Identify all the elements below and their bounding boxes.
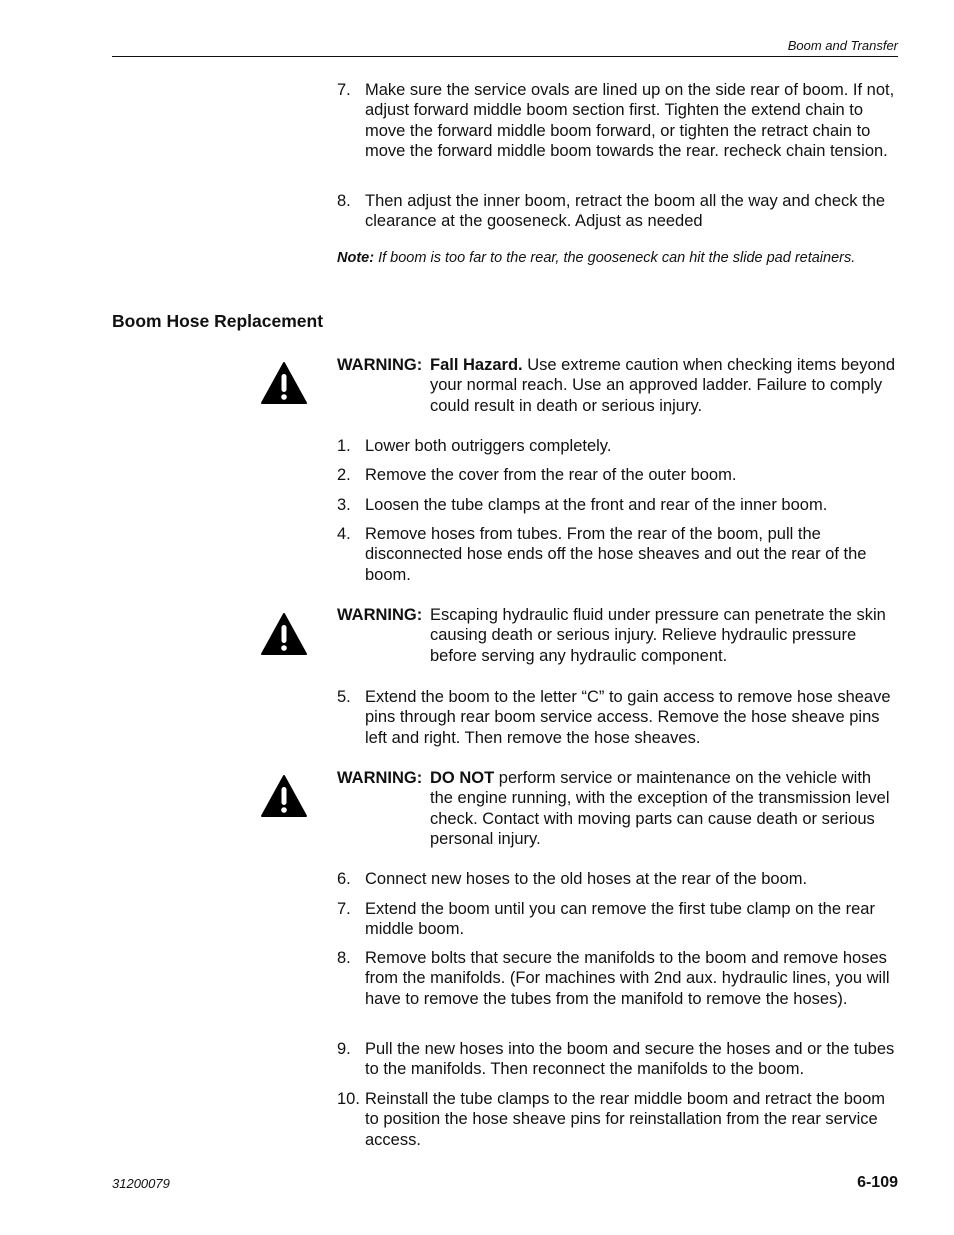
warning-label: WARNING: bbox=[337, 356, 423, 374]
warning-lead: DO NOT bbox=[430, 769, 495, 787]
step-number: 10. bbox=[337, 1090, 360, 1108]
step-text: Remove bolts that secure the manifolds to the boom and remove hoses from the manifolds. (For machines with 2nd aux. hydraulic lines, you will have to remove the tubes from the manifold to remove the hoses). bbox=[365, 949, 890, 1008]
step-number: 9. bbox=[337, 1040, 351, 1058]
step-number: 6. bbox=[337, 870, 351, 888]
page-number: 6-109 bbox=[857, 1174, 898, 1191]
step-number: 1. bbox=[337, 437, 351, 455]
note-label: Note: bbox=[337, 250, 375, 266]
step-number: 2. bbox=[337, 466, 351, 484]
document-number: 31200079 bbox=[112, 1176, 170, 1191]
section-heading: Boom Hose Replacement bbox=[112, 311, 324, 331]
warning-triangle-icon bbox=[260, 361, 308, 405]
warning-body bbox=[430, 605, 898, 666]
step-text: Extend the boom to the letter “C” to gain access to remove hose sheave pins through rear boom service access. Remove the hose sheave pins left and right. Then remove the hose sheaves. bbox=[365, 688, 891, 747]
list-item bbox=[337, 80, 898, 161]
step-number: 8. bbox=[337, 192, 351, 210]
list-item bbox=[337, 899, 898, 940]
list-item bbox=[337, 869, 898, 889]
step-text: Remove the cover from the rear of the outer boom. bbox=[365, 466, 737, 484]
warning-text: Use extreme caution when checking items beyond your normal reach. Use an approved ladder. Failure to comply could result in death or serious injury. bbox=[430, 356, 895, 415]
warning-lead: Fall Hazard. bbox=[430, 356, 523, 374]
step-text: Make sure the service ovals are lined up on the side rear of boom. If not, adjust forward middle boom section first. Tighten the extend chain to move the forward middle boom forward, or tighten the retract chain to move the forward middle boom towards the rear. recheck chain tension. bbox=[365, 81, 895, 160]
note bbox=[337, 250, 917, 266]
step-text: Reinstall the tube clamps to the rear middle boom and retract the boom to position the hose sheave pins for reinstallation from the rear service access. bbox=[365, 1090, 886, 1149]
warning-text: perform service or maintenance on the vehicle with the engine running, with the exception of the transmission level check. Contact with moving parts can cause death or serious personal injury. bbox=[430, 769, 890, 848]
step-number: 5. bbox=[337, 688, 351, 706]
header-rule bbox=[112, 56, 898, 57]
list-item bbox=[337, 687, 898, 748]
step-text: Extend the boom until you can remove the first tube clamp on the rear middle boom. bbox=[365, 900, 875, 939]
list-item bbox=[337, 948, 898, 1009]
list-item bbox=[337, 495, 898, 515]
warning-fall-hazard bbox=[337, 355, 898, 416]
step-text: Lower both outriggers completely. bbox=[365, 437, 612, 455]
step-number: 7. bbox=[337, 900, 351, 918]
warning-triangle-icon bbox=[260, 612, 308, 656]
warning-engine-running bbox=[337, 768, 898, 849]
warning-body bbox=[430, 355, 898, 416]
warning-body bbox=[430, 768, 898, 849]
warning-label: WARNING: bbox=[337, 769, 423, 787]
list-item bbox=[337, 1089, 898, 1150]
step-number: 8. bbox=[337, 949, 351, 967]
step-text: Connect new hoses to the old hoses at the rear of the boom. bbox=[365, 870, 808, 888]
step-text: Loosen the tube clamps at the front and rear of the inner boom. bbox=[365, 496, 828, 514]
warning-text: Escaping hydraulic fluid under pressure can penetrate the skin causing death or serious injury. Relieve hydraulic pressure before serving any hydraulic component. bbox=[430, 606, 886, 665]
note-text: If boom is too far to the rear, the gooseneck can hit the slide pad retainers. bbox=[378, 250, 856, 266]
warning-hydraulic-fluid bbox=[337, 605, 898, 666]
warning-triangle-icon bbox=[260, 774, 308, 818]
list-item bbox=[337, 465, 898, 485]
step-text: Remove hoses from tubes. From the rear of the boom, pull the disconnected hose ends off the hose sheaves and out the rear of the boom. bbox=[365, 525, 867, 584]
step-number: 7. bbox=[337, 81, 351, 99]
warning-label: WARNING: bbox=[337, 606, 423, 624]
step-text: Then adjust the inner boom, retract the boom all the way and check the clearance at the gooseneck. Adjust as needed bbox=[365, 192, 886, 231]
list-item bbox=[337, 1039, 898, 1080]
step-number: 4. bbox=[337, 525, 351, 543]
list-item bbox=[337, 436, 898, 456]
step-number: 3. bbox=[337, 496, 351, 514]
list-item bbox=[337, 524, 898, 585]
step-text: Pull the new hoses into the boom and secure the hoses and or the tubes to the manifolds. Then reconnect the manifolds to the boom. bbox=[365, 1040, 895, 1079]
header-section-title: Boom and Transfer bbox=[787, 38, 898, 53]
list-item bbox=[337, 191, 898, 232]
